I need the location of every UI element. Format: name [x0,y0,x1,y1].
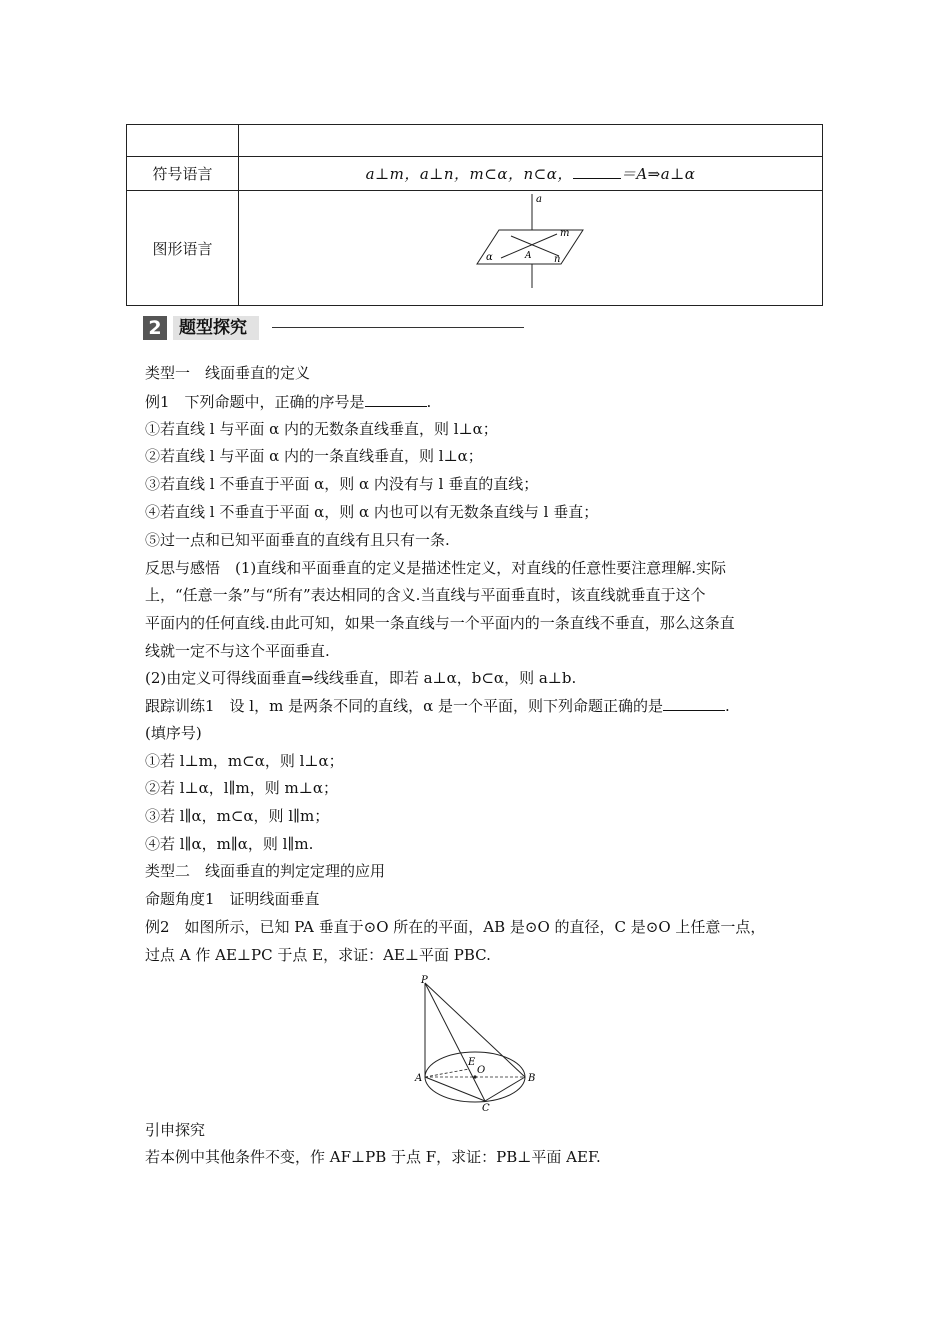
example-1-text: 例1 下列命题中，正确的序号是 [145,393,365,411]
exercise-1-question [145,696,730,716]
period: . [725,697,730,715]
example-2-line-1: 例2 如图所示，已知 PA 垂直于⊙O 所在的平面，AB 是⊙O 的直径，C 是⊙O 上任意一点， [145,918,766,936]
label-P: P [421,975,428,986]
section-number: 2 [143,316,167,340]
table-row [127,191,823,306]
exercise-1-note: (填序号) [145,724,202,742]
line-plane-diagram [461,192,601,300]
fill-blank [573,166,621,179]
exercise-option-2: ②若 l⊥α，l∥m，则 m⊥α； [145,779,338,797]
option-4: ④若直线 l 不垂直于平面 α，则 α 内也可以有无数条直线与 l 垂直； [145,503,599,521]
example-2-line-2: 过点 A 作 AE⊥PC 于点 E，求证：AE⊥平面 PBC. [145,946,491,964]
symbol-expression-right: ＝A⇒a⊥α [620,165,696,183]
label-A: A [415,1073,423,1084]
table-cell-empty [127,125,239,157]
segment-AE [425,1069,469,1077]
reflection-line-5: (2)由定义可得线面垂直⇒线线垂直，即若 a⊥α，b⊂α，则 a⊥b. [145,669,577,687]
label-C: C [482,1103,490,1114]
table-row [127,157,823,191]
section-header [143,315,259,341]
option-5: ⑤过一点和已知平面垂直的直线有且只有一条. [145,531,450,549]
extension-question: 若本例中其他条件不变，作 AF⊥PB 于点 F，求证：PB⊥平面 AEF. [145,1148,601,1166]
reflection-line-3: 平面内的任何直线.由此可知，如果一条直线与一个平面内的一条直线不垂直，那么这条直 [145,614,735,632]
angle-1-heading: 命题角度1 证明线面垂直 [145,890,320,908]
period: . [426,393,432,411]
reflection-line-4: 线就一定不与这个平面垂直. [145,642,330,660]
option-3: ③若直线 l 不垂直于平面 α，则 α 内没有与 l 垂直的直线； [145,475,539,493]
figure-language-cell [239,191,823,306]
option-1: ①若直线 l 与平面 α 内的无数条直线垂直，则 l⊥α； [145,420,498,438]
label-E: E [468,1057,476,1068]
exercise-option-3: ③若 l∥α，m⊂α，则 l∥m； [145,807,330,825]
type-two-heading: 类型二 线面垂直的判定定理的应用 [145,862,386,880]
label-O: O [477,1065,486,1076]
label-B: B [528,1073,536,1084]
answer-blank [663,698,725,711]
table-row [127,125,823,157]
symbol-language-value [239,157,823,191]
type-one-heading: 类型一 线面垂直的定义 [145,364,311,382]
reflection-line-1: 反思与感悟 (1)直线和平面垂直的定义是描述性定义，对直线的任意性要注意理解.实际 [145,559,727,577]
exercise-option-4: ④若 l∥α，m∥α，则 l∥m. [145,835,314,853]
exercise-option-1: ①若 l⊥m，m⊂α，则 l⊥α； [145,752,344,770]
symbol-language-label: 符号语言 [127,157,239,191]
extension-heading: 引申探究 [145,1121,206,1139]
option-2: ②若直线 l 与平面 α 内的一条直线垂直，则 l⊥α； [145,447,483,465]
edge-AC [425,1077,485,1101]
section-title: 题型探究 [173,316,259,340]
label-n: n [553,254,560,265]
line-n [511,236,559,256]
reflection-line-2: 上，“任意一条”与“所有”表达相同的含义.当直线与平面垂直时，该直线就垂直于这个 [145,586,706,604]
section-rule [272,327,524,328]
exercise-1-text: 跟踪训练1 设 l，m 是两条不同的直线，α 是一个平面，则下列命题正确的是 [145,697,664,715]
label-A: A [524,251,531,261]
figure-language-label: 图形语言 [127,191,239,306]
pyramid-figure [405,975,545,1115]
definition-table [126,124,823,306]
symbol-expression-left: a⊥m，a⊥n，m⊂α，n⊂α， [365,165,573,183]
edge-PC [425,983,485,1101]
table-cell-empty [239,125,823,157]
label-alpha: α [485,252,493,263]
answer-blank [365,394,427,407]
label-a: a [535,194,542,205]
example-1-question [145,392,431,412]
label-m: m [559,228,569,239]
